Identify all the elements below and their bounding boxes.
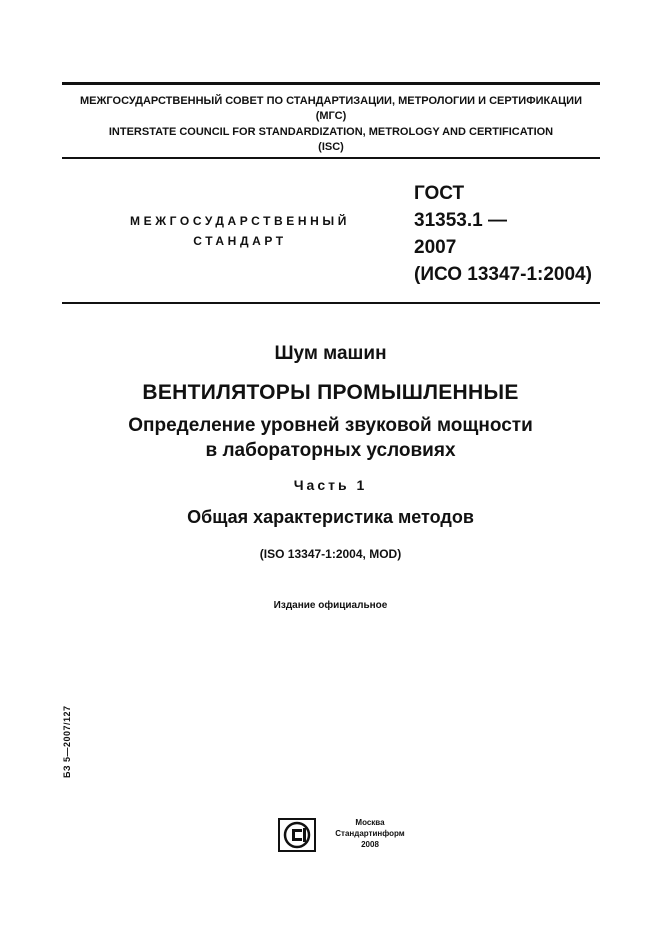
gost-designation — [414, 180, 592, 288]
standard-label-line1: МЕЖГОСУДАРСТВЕННЫЙ — [130, 214, 350, 228]
title-iso-ref: (ISO 13347-1:2004, MOD) — [259, 547, 402, 561]
edition-note: Издание официальное — [273, 600, 388, 611]
gost-number: 31353.1 — — [414, 210, 507, 231]
gost-year: 2007 — [414, 237, 457, 258]
title-fans: ВЕНТИЛЯТОРЫ ПРОМЫШЛЕННЫЕ — [142, 381, 519, 404]
title-part: Часть 1 — [293, 477, 368, 493]
gost-iso: (ИСО 13347-1:2004) — [414, 264, 592, 285]
publisher-name: Стандартинформ — [335, 829, 405, 838]
title-determination-line2: в лабораторных условиях — [205, 440, 456, 461]
bottom-rule — [62, 302, 600, 304]
standartinform-logo-icon — [278, 818, 316, 852]
middle-rule — [62, 157, 600, 159]
publisher-year: 2008 — [361, 840, 379, 849]
council-en — [62, 125, 600, 155]
council-en-abbr: (ISC) — [318, 141, 344, 153]
standard-label-line2: СТАНДАРТ — [193, 234, 287, 248]
title-general: Общая характеристика методов — [187, 507, 474, 527]
title-determination-line1: Определение уровней звуковой мощности — [128, 415, 533, 436]
publisher-block — [320, 817, 420, 850]
side-code: БЗ 5—2007/127 — [62, 705, 72, 778]
title-determination — [0, 413, 661, 463]
gost-label: ГОСТ — [414, 183, 465, 204]
publisher-city: Москва — [355, 818, 385, 827]
title-noise: Шум машин — [274, 343, 387, 364]
council-ru-name: МЕЖГОСУДАРСТВЕННЫЙ СОВЕТ ПО СТАНДАРТИЗАЦИИ, МЕТРОЛОГИИ И СЕРТИФИКАЦИИ — [79, 95, 582, 107]
standard-label — [110, 211, 370, 251]
council-ru — [62, 94, 600, 124]
council-en-name: INTERSTATE COUNCIL FOR STANDARDIZATION, METROLOGY AND CERTIFICATION — [108, 126, 554, 138]
top-rule — [62, 82, 600, 85]
council-ru-abbr: (МГС) — [315, 110, 347, 122]
